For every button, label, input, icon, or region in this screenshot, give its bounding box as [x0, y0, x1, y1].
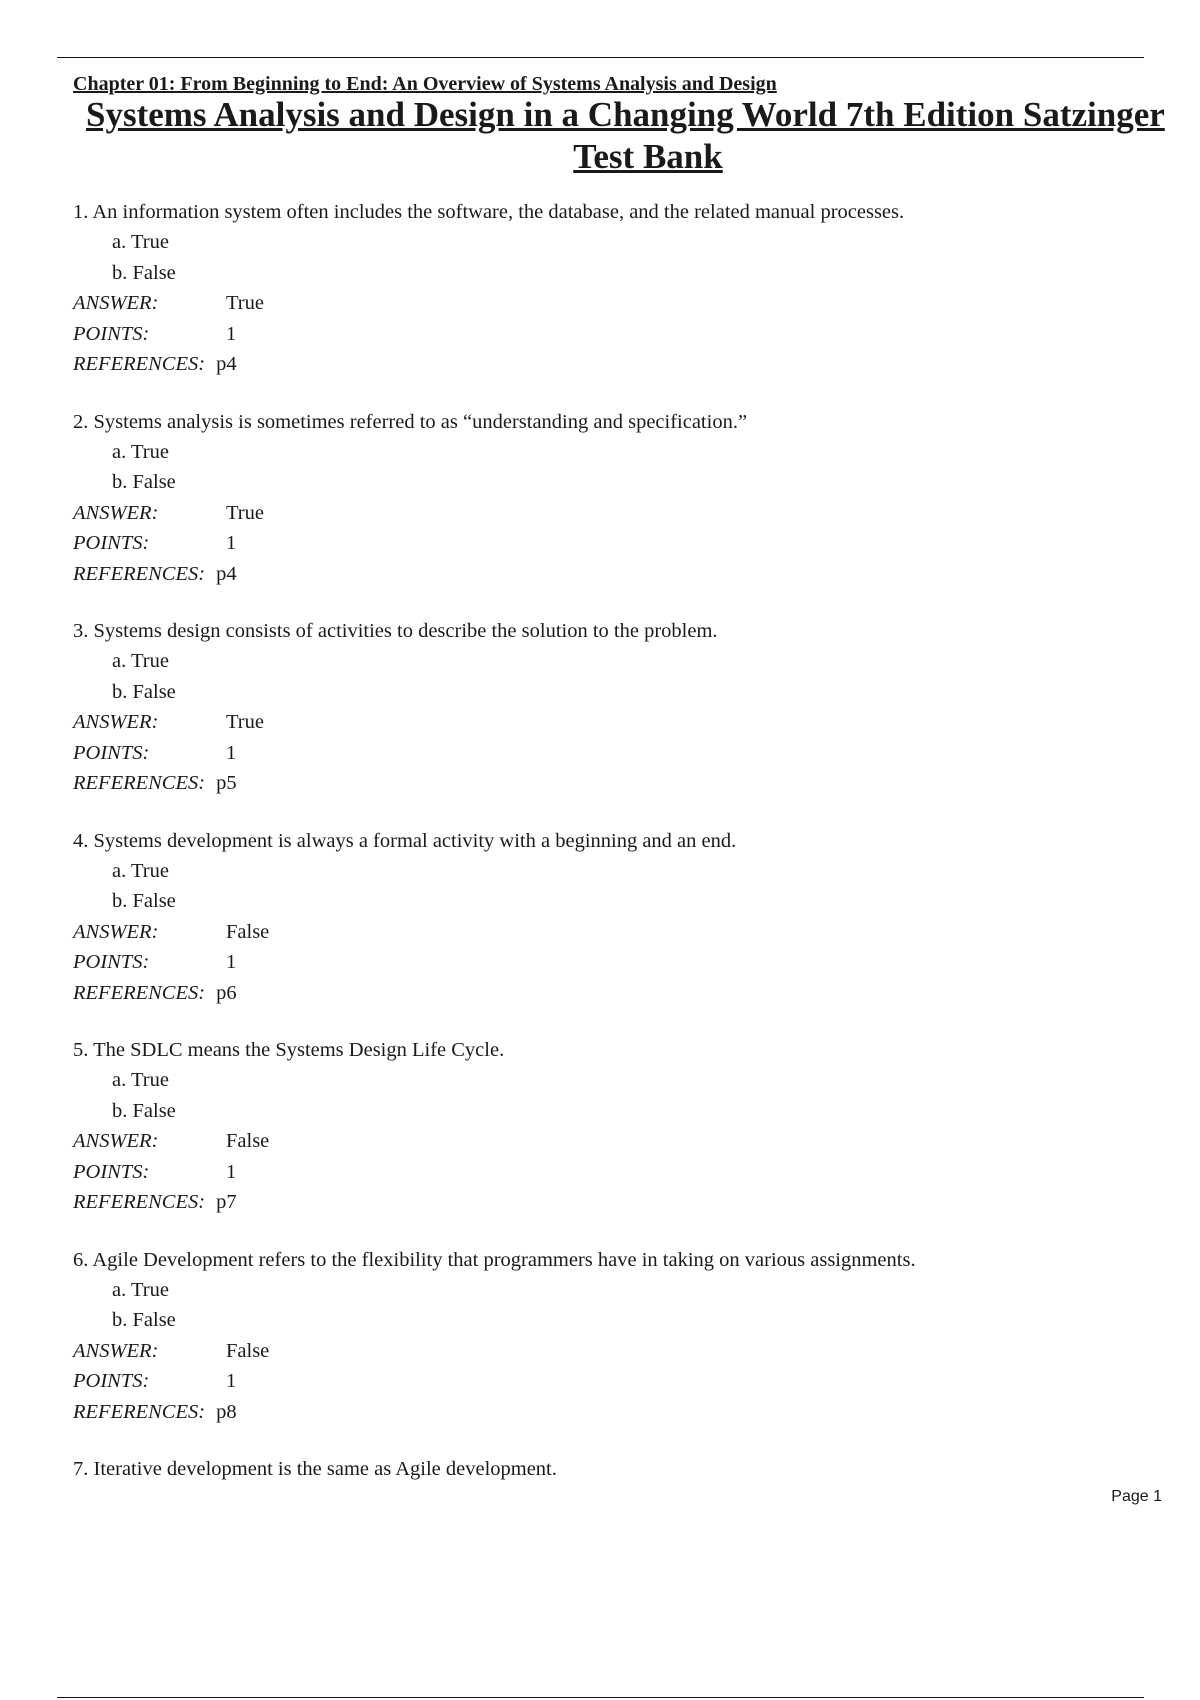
answer-row	[73, 1126, 1153, 1157]
references-row	[73, 978, 1153, 1009]
points-row	[73, 319, 1153, 350]
references-label: REFERENCES:	[73, 772, 206, 794]
references-row	[73, 1187, 1153, 1218]
references-row	[73, 1397, 1153, 1428]
references-value: p8	[216, 1400, 237, 1423]
points-row	[73, 738, 1153, 769]
question-list	[73, 197, 1153, 1664]
points-row	[73, 528, 1153, 559]
option-false: b. False	[112, 471, 176, 493]
references-label: REFERENCES:	[73, 562, 206, 585]
answer-label: ANSWER:	[73, 1339, 159, 1362]
points-row	[73, 1157, 1153, 1188]
points-value: 1	[226, 322, 237, 345]
references-value: p6	[216, 981, 237, 1004]
points-value: 1	[226, 1160, 237, 1183]
points-label: POINTS:	[73, 322, 150, 345]
question-text: 2. Systems analysis is sometimes referred to as “understanding and specification.”	[73, 410, 748, 433]
option-true: a. True	[112, 859, 169, 882]
question-text: 4. Systems development is always a formal activity with a beginning and an end.	[73, 829, 737, 852]
references-value: p7	[216, 1191, 237, 1213]
references-value: p4	[216, 562, 237, 585]
answer-label: ANSWER:	[73, 920, 159, 943]
answer-value: True	[226, 711, 264, 733]
question-text: 3. Systems design consists of activities to describe the solution to the problem.	[73, 620, 718, 642]
points-label: POINTS:	[73, 951, 150, 973]
points-value: 1	[226, 1370, 237, 1392]
option-true: a. True	[112, 231, 169, 253]
option-true: a. True	[112, 1069, 169, 1091]
references-value: p5	[216, 772, 237, 794]
question-text: 7. Iterative development is the same as Agile development.	[73, 1458, 557, 1480]
document-title: Systems Analysis and Design in a Changing World 7th Edition Satzinger	[86, 95, 1165, 134]
points-value: 1	[226, 741, 237, 764]
references-label: REFERENCES:	[73, 1191, 206, 1213]
answer-row	[73, 498, 1153, 529]
option-false: b. False	[112, 261, 176, 284]
question-text: 6. Agile Development refers to the flexibility that programmers have in taking on various assignments.	[73, 1248, 916, 1271]
answer-row	[73, 1336, 1153, 1367]
answer-label: ANSWER:	[73, 501, 159, 524]
references-label: REFERENCES:	[73, 353, 206, 375]
answer-label: ANSWER:	[73, 1130, 159, 1152]
question-text: 1. An information system often includes the software, the database, and the related manual processes.	[73, 201, 905, 223]
option-false: b. False	[112, 1099, 176, 1122]
option-false: b. False	[112, 680, 176, 703]
points-label: POINTS:	[73, 532, 150, 554]
option-true: a. True	[112, 1278, 169, 1301]
references-value: p4	[216, 353, 237, 375]
points-label: POINTS:	[73, 1160, 150, 1183]
references-row	[73, 349, 1153, 380]
points-value: 1	[226, 951, 237, 973]
question-5	[73, 1035, 1153, 1245]
question-text: 5. The SDLC means the Systems Design Life Cycle.	[73, 1039, 505, 1061]
question-6	[73, 1245, 1153, 1455]
answer-value: False	[226, 1339, 270, 1362]
points-label: POINTS:	[73, 741, 150, 764]
option-false: b. False	[112, 1309, 176, 1331]
answer-row	[73, 707, 1153, 738]
option-true: a. True	[112, 650, 169, 672]
header-rule	[57, 57, 1144, 58]
points-value: 1	[226, 532, 237, 554]
answer-row	[73, 917, 1153, 948]
references-label: REFERENCES:	[73, 981, 206, 1004]
question-7	[73, 1454, 1153, 1664]
option-true: a. True	[112, 440, 169, 463]
page-number: Page 1	[1111, 1488, 1162, 1505]
points-label: POINTS:	[73, 1370, 150, 1392]
question-3	[73, 616, 1153, 826]
references-label: REFERENCES:	[73, 1400, 206, 1423]
chapter-heading: Chapter 01: From Beginning to End: An Overview of Systems Analysis and Design	[73, 73, 777, 95]
question-2	[73, 407, 1153, 617]
answer-row	[73, 288, 1153, 319]
answer-value: True	[226, 501, 264, 524]
answer-value: False	[226, 920, 270, 943]
question-4	[73, 826, 1153, 1036]
document-subtitle: Test Bank	[573, 137, 723, 176]
answer-value: True	[226, 292, 264, 314]
question-1	[73, 197, 1153, 407]
points-row	[73, 1366, 1153, 1397]
footer-rule	[57, 1697, 1144, 1698]
references-row	[73, 559, 1153, 590]
points-row	[73, 947, 1153, 978]
references-row	[73, 768, 1153, 799]
answer-value: False	[226, 1130, 270, 1152]
answer-label: ANSWER:	[73, 711, 159, 733]
option-false: b. False	[112, 890, 176, 912]
answer-label: ANSWER:	[73, 292, 159, 314]
